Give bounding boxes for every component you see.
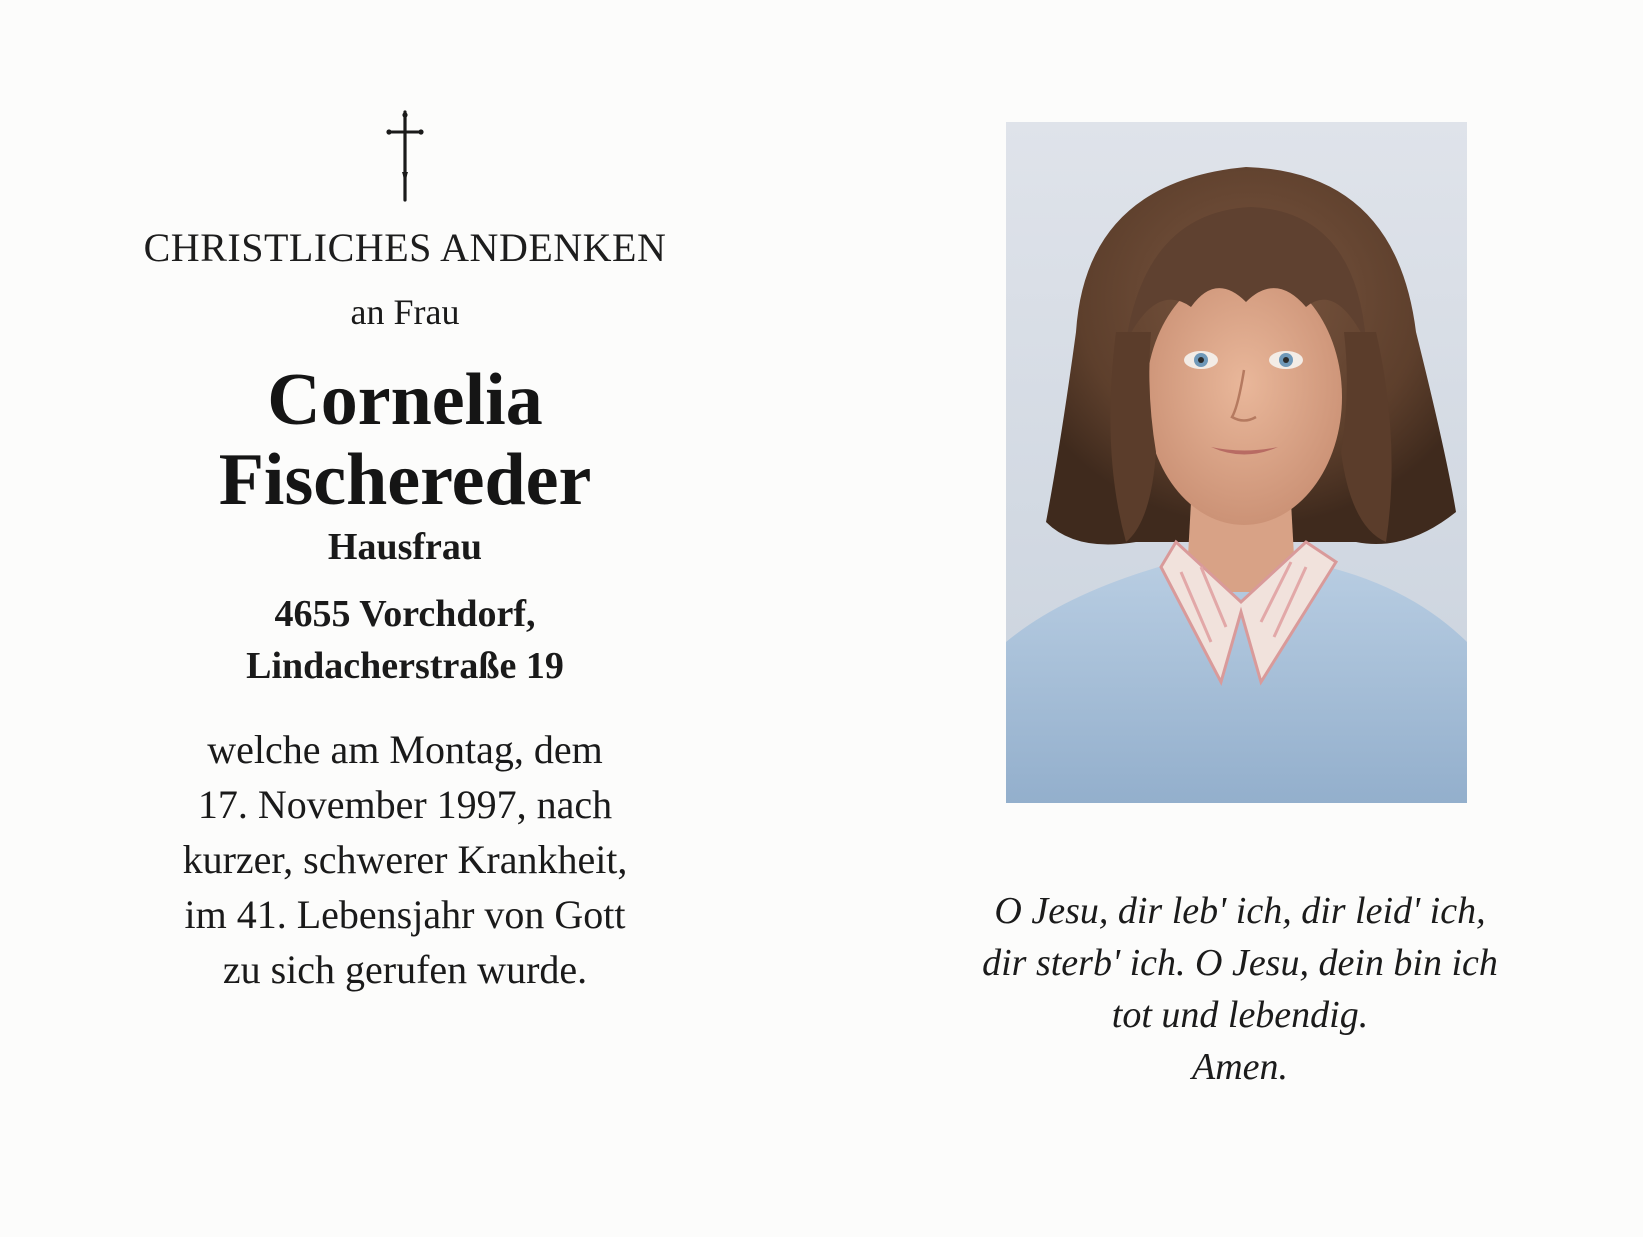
cross-icon	[385, 110, 425, 202]
prayer-line: O Jesu, dir leb' ich, dir leid' ich,	[994, 890, 1486, 932]
memorial-text-column	[60, 110, 750, 997]
prayer-text	[900, 885, 1580, 1093]
announcement-line: kurzer, schwerer Krankheit,	[182, 837, 628, 882]
death-announcement	[60, 722, 750, 997]
card-heading: CHRISTLICHES ANDENKEN	[143, 225, 667, 270]
deceased-first-name: Cornelia	[267, 359, 543, 441]
salutation: an Frau	[350, 292, 460, 332]
announcement-line: 17. November 1997, nach	[197, 782, 613, 827]
address	[60, 588, 750, 692]
prayer-line: Amen.	[1191, 1046, 1289, 1088]
prayer-line: dir sterb' ich. O Jesu, dein bin ich	[982, 942, 1498, 984]
announcement-line: im 41. Lebensjahr von Gott	[184, 892, 626, 937]
portrait-photo	[1006, 122, 1467, 803]
deceased-last-name: Fischereder	[218, 439, 592, 521]
portrait-illustration	[1006, 122, 1467, 803]
prayer-line: tot und lebendig.	[1111, 994, 1369, 1036]
announcement-line: welche am Montag, dem	[207, 727, 603, 772]
occupation: Hausfrau	[327, 526, 483, 568]
address-line-1: 4655 Vorchdorf,	[274, 593, 536, 635]
face	[1146, 269, 1342, 525]
address-line-2: Lindacherstraße 19	[246, 645, 564, 687]
announcement-line: zu sich gerufen wurde.	[222, 947, 588, 992]
